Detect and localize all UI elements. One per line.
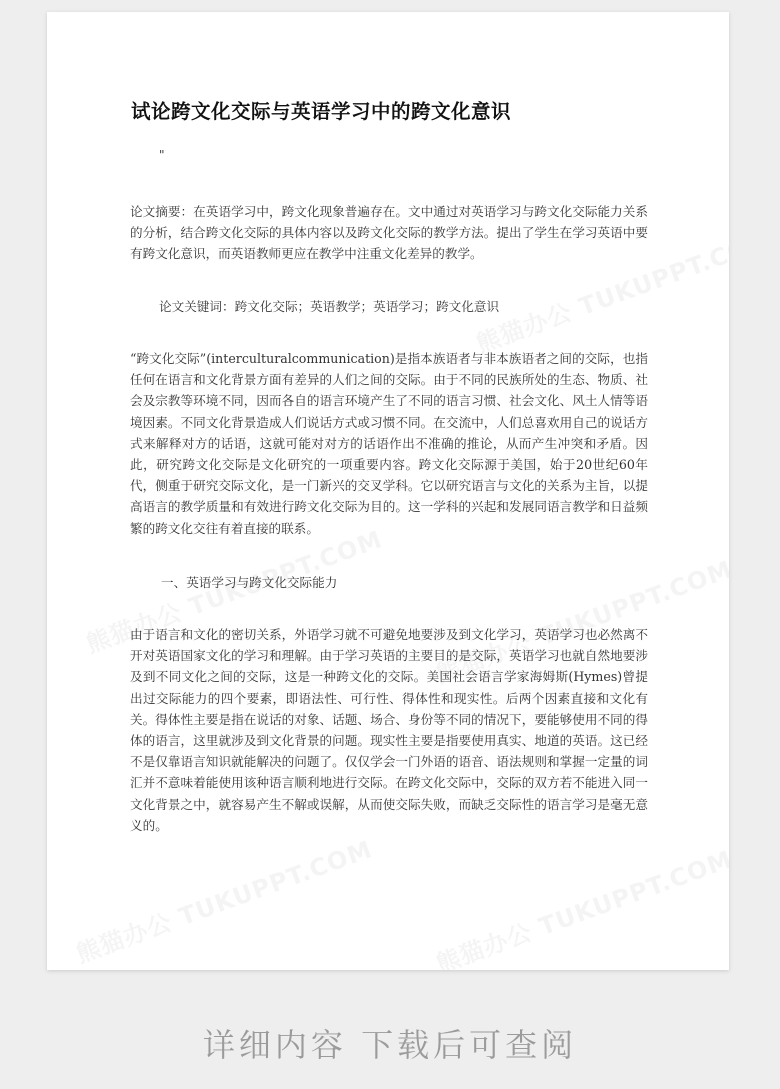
abstract-paragraph: 论文摘要：在英语学习中，跨文化现象普遍存在。文中通过对英语学习与跨文化交际能力关系的分析，结合跨文化交际的具体内容以及跨文化交际的教学方法。提出了学生在学习英语中要有跨文化意识，而英语教师更应在教学中注重文化差异的教学。 (130, 204, 648, 262)
watermark (430, 840, 729, 970)
quote-mark: " (159, 148, 165, 162)
section-heading-1: 一、英语学习与跨文化交际能力 (161, 575, 338, 590)
body-paragraph-1: “跨文化交际”(interculturalcommunication)是指本族语者与非本族语者之间的交际，也指任何在语言和文化背景方面有差异的人们之间的交际。由于不同的民族所处的生态、物质、社会及宗教等环境不同，因而各自的语言环境产生了不同的语言习惯、社会文化、风土人情等语境因素。不同文化背景造成人们说话方式或习惯不同。在交流中，人们总喜欢用自己的说话方式来解释对方的话语，这就可能对对方的话语作出不准确的推论，从而产生冲突和矛盾。因此，研究跨文化交际是文化研究的一项重要内容。跨文化交际源于美国，始于20世纪60年代，侧重于研究交际文化，是一门新兴的交叉学科。它以研究语言与文化的关系为主旨，以提高语言的教学质量和有效进行跨文化交际为目的。这一学科的兴起和发展同语言教学和日益频繁的跨文化交往有着直接的联系。 (130, 351, 648, 536)
document-page (47, 12, 729, 970)
download-prompt-text: 详细内容 下载后可查阅 (202, 1026, 578, 1064)
watermark (70, 830, 376, 970)
body-paragraph-2: 由于语言和文化的密切关系，外语学习就不可避免地要涉及到文化学习，英语学习也必然离不开对英语国家文化的学习和理解。由于学习英语的主要目的是交际，英语学习也就自然地要涉及到不同文化之间的交际，这是一种跨文化的交际。美国社会语言学家海姆斯(Hymes)曾提出过交际能力的四个要素，即语法性、可行性、得体性和现实性。后两个因素直接和文化有关。得体性主要是指在说话的对象、话题、场合、身份等不同的情况下，要能够使用不同的得体的语言，这里就涉及到文化背景的问题。现实性主要是指要使用真实、地道的英语。这已经不是仅靠语言知识就能解决的问题了。仅仅学会一门外语的语音、语法规则和掌握一定量的词汇并不意味着能使用该种语言顺利地进行交际。在跨文化交际中，交际的双方若不能进入同一文化背景之中，就容易产生不解或误解，从而使交际失败，而缺乏交际性的语言学习是毫无意义的。 (130, 627, 648, 833)
document-title: 试论跨文化交际与英语学习中的跨文化意识 (131, 100, 512, 123)
keywords-line: 论文关键词：跨文化交际；英语教学；英语学习；跨文化意识 (159, 299, 500, 314)
